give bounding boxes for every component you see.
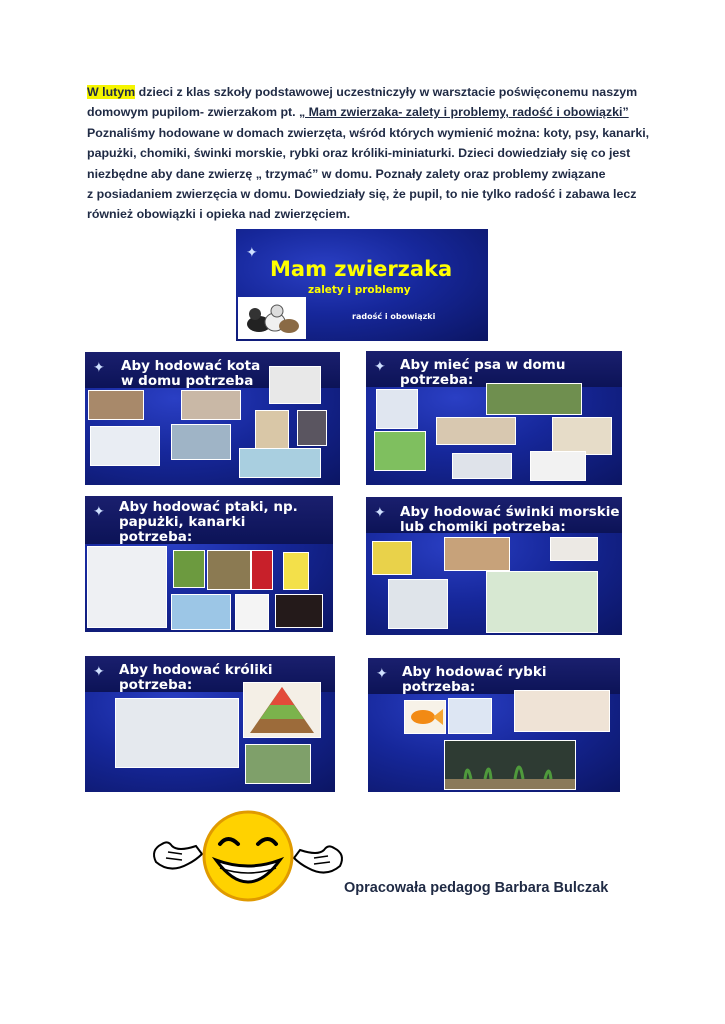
sparkle-icon: ✦: [374, 358, 386, 374]
slide-fish-title-2: potrzeba:: [402, 679, 476, 695]
slide-dogs-title-1: Aby mieć psa w domu: [400, 357, 566, 373]
dog-eating-photo: [530, 451, 586, 481]
main-title-slide: [236, 229, 488, 341]
bird-seed-photo: [207, 550, 251, 590]
litter-box-photo: [239, 448, 321, 478]
smiley-face-icon: [148, 808, 348, 906]
slide-dogs: [366, 351, 622, 485]
cat-toy-photo: [269, 366, 321, 404]
main-slide-caption: radość i obowiązki: [352, 312, 436, 321]
cat-carrier-photo: [171, 424, 231, 460]
slide-guinea-pigs: [366, 497, 622, 635]
cat-photo: [297, 410, 327, 446]
sparkle-icon: ✦: [376, 665, 388, 681]
parrot-photo: [173, 550, 205, 588]
guinea-pig-photo: [550, 537, 598, 561]
scratching-post-photo: [255, 410, 289, 450]
bird-feeder-photo: [235, 594, 269, 630]
bird-toy-photo: [275, 594, 323, 628]
bird-food-box-photo: [251, 550, 273, 590]
dog-toys-photo: [374, 431, 426, 471]
slide-cats-title-1: Aby hodować kota: [121, 358, 261, 374]
canary-photo: [283, 552, 309, 590]
slide-birds-title-3: potrzeba:: [119, 529, 193, 545]
main-slide-title: Mam zwierzaka: [270, 257, 453, 281]
author-signature: Opracowała pedagog Barbara Bulczak: [344, 880, 609, 896]
intro-line-4: papużki, chomiki, świnki morskie, rybki oraz króliki-miniaturki. Dzieci dowiedziały się co jest: [87, 146, 631, 161]
dog-kennel-photo: [552, 417, 612, 455]
girl-with-fish-photo: [514, 690, 610, 732]
aquarium-photo: [444, 740, 576, 790]
slide-rabbits-title-1: Aby hodować króliki: [119, 662, 273, 678]
slide-rabbits: [85, 656, 335, 792]
intro-line-1: W lutym dzieci z klas szkoły podstawowej uczestniczyły w warsztacie poświęconemu naszym: [87, 85, 638, 99]
dog-food-photo: [376, 389, 418, 429]
smiley-clipart: [148, 808, 348, 906]
rodent-food-photo: [372, 541, 412, 575]
slide-guinea-pigs-title-1: Aby hodować świnki morskie: [400, 504, 620, 520]
rabbit-photo: [245, 744, 311, 784]
dog-bed-photo: [436, 417, 516, 445]
goldfish-photo: [404, 700, 446, 734]
slide-birds-title-1: Aby hodować ptaki, np.: [119, 499, 298, 515]
intro-paragraph: [87, 82, 650, 225]
fish-food-photo: [448, 698, 492, 734]
cat-sleeping-photo: [181, 390, 241, 420]
slide-fish-title-1: Aby hodować rybki: [402, 664, 547, 680]
workshop-title: „ Mam zwierzaka- zalety i problemy, radość i obowiązki”: [299, 105, 629, 120]
dogs-cats-photo: [238, 297, 306, 339]
highlighted-month: W lutym: [87, 85, 136, 99]
food-pyramid-photo: [243, 682, 321, 738]
dog-brushes-photo: [452, 453, 512, 479]
slide-rabbits-title-2: potrzeba:: [119, 677, 193, 693]
bird-cage-photo: [87, 546, 167, 628]
sparkle-icon: ✦: [374, 504, 386, 520]
intro-line-5: niezbędne aby dane zwierzę „ trzymać” w domu. Poznały zalety oraz problemy związane: [87, 166, 606, 181]
slide-guinea-pigs-title-2: lub chomiki potrzeba:: [400, 519, 566, 535]
rabbit-cage-photo: [115, 698, 239, 768]
sparkle-icon: ✦: [246, 244, 258, 260]
sparkle-icon: ✦: [93, 663, 105, 679]
slide-cats-title-2: w domu potrzeba: [121, 373, 254, 389]
intro-line-6: z posiadaniem zwierzęcia w domu. Dowiedziały się, że pupil, to nie tylko radość i zabawa lecz: [87, 187, 637, 202]
intro-line-7: również obowiązki i opieka nad zwierzęciem.: [87, 207, 351, 222]
slide-dogs-title-2: potrzeba:: [400, 372, 474, 388]
main-slide-subtitle: zalety i problemy: [308, 284, 411, 296]
slide-birds: [85, 496, 333, 632]
hamster-photo: [444, 537, 510, 571]
cat-in-basket-photo: [88, 390, 144, 420]
dog-walk-photo: [486, 383, 582, 415]
sparkle-icon: ✦: [93, 503, 105, 519]
slide-fish: [368, 658, 620, 792]
cat-bed-photo: [90, 426, 160, 466]
intro-line-3: Poznaliśmy hodowane w domach zwierzęta, wśród których wymienić można: koty, psy, kanarki,: [87, 125, 650, 140]
slide-cats: [85, 352, 340, 485]
sparkle-icon: ✦: [93, 359, 105, 375]
intro-line-2: domowym pupilom- zwierzakom pt. „ Mam zwierzaka- zalety i problemy, radość i obowiązki”: [87, 105, 629, 120]
rodent-cage-photo: [486, 571, 598, 633]
budgie-photo: [171, 594, 231, 630]
water-bottle-photo: [388, 579, 448, 629]
slide-birds-title-2: papużki, kanarki: [119, 514, 246, 530]
